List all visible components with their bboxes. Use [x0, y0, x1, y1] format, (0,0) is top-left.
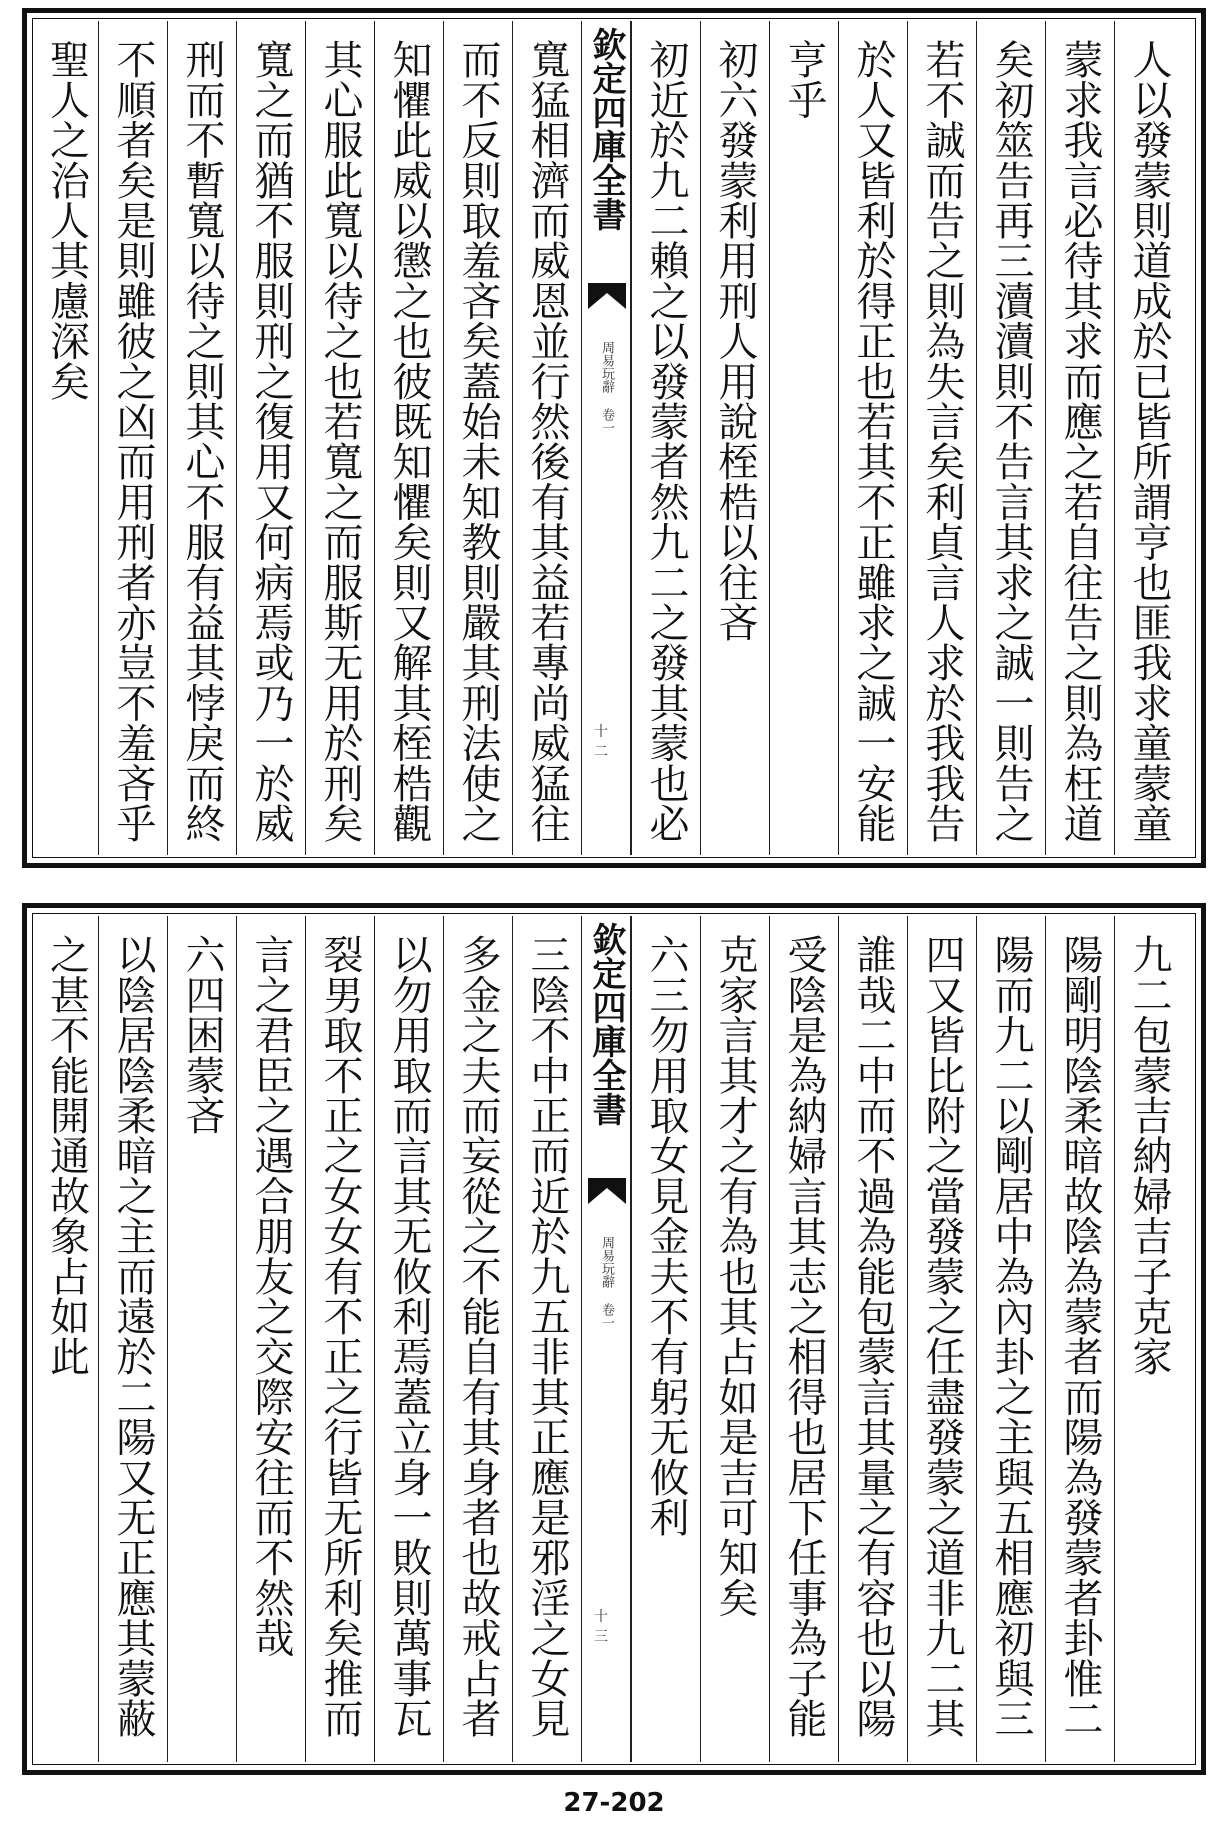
text-column: [1045, 916, 1114, 1762]
text-column: [98, 21, 167, 855]
column-text: 於人又皆利於得正也若其不正雖求之誠一安能: [850, 39, 896, 843]
bottom-page-panel: [22, 903, 1206, 1775]
column-text: 之甚不能開通故象占如此: [43, 934, 90, 1377]
column-text: 裂男取不正之女女有不正之行皆无所利矣推而: [317, 934, 363, 1738]
text-column: [98, 916, 167, 1762]
fishtail-mark-icon: [588, 1178, 626, 1204]
column-text: 聖人之治人其慮深矣: [43, 39, 90, 401]
column-text: 蒙求我言必待其求而應之若自往告之則為枉道: [1057, 39, 1103, 843]
text-column: [769, 21, 838, 855]
column-text: 四又皆比附之當發蒙之任盡發蒙之道非九二其: [919, 934, 965, 1738]
text-column: [305, 916, 374, 1762]
text-column: [1045, 21, 1114, 855]
text-column: [838, 21, 907, 855]
column-text: 若不誠而告之則為失言矣利貞言人求於我我告: [919, 39, 965, 843]
column-text: 以勿用取而言其无攸利焉蓋立身一敗則萬事瓦: [386, 934, 432, 1738]
column-text: 陽而九二以剛居中為內卦之主與五相應初與三: [988, 934, 1034, 1738]
text-column: [976, 21, 1045, 855]
center-margin: [581, 916, 631, 1762]
text-column: [35, 916, 98, 1762]
text-column: [305, 21, 374, 855]
text-column: [374, 916, 443, 1762]
column-text: 寬之而猶不服則刑之復用又何病焉或乃一於威: [248, 39, 294, 843]
column-text: 不順者矣是則雖彼之凶而用刑者亦豈不羞吝乎: [110, 39, 156, 843]
text-column: [236, 916, 305, 1762]
book-title: 欽定四庫全書: [586, 922, 626, 1126]
column-text: 亨乎: [781, 39, 827, 120]
volume-label: 周易玩辭 卷一: [599, 1236, 614, 1329]
volume-label: 周易玩辭 卷一: [599, 341, 614, 434]
text-column: [443, 21, 512, 855]
page-number: 27-202: [563, 1788, 665, 1818]
column-text: 受陰是為納婦言其志之相得也居下任事為子能: [781, 934, 827, 1738]
book-title: 欽定四庫全書: [586, 27, 626, 231]
column-text: 而不反則取羞吝矣蓋始未知教則嚴其刑法使之: [455, 39, 501, 843]
column-text: 多金之夫而妄從之不能自有其身者也故戒占者: [455, 934, 501, 1738]
text-column: [976, 916, 1045, 1762]
column-text: 三陰不中正而近於九五非其正應是邪淫之女見: [524, 934, 570, 1738]
fishtail-mark-icon: [588, 283, 626, 309]
text-column: [374, 21, 443, 855]
column-text: 言之君臣之遇合朋友之交際安往而不然哉: [248, 934, 294, 1658]
text-column: [907, 21, 976, 855]
top-page-panel: [22, 8, 1206, 868]
column-text: 其心服此寬以待之也若寬之而服斯无用於刑矣: [317, 39, 363, 843]
text-column: [1114, 21, 1183, 855]
text-column: [700, 21, 769, 855]
column-text: 刑而不暫寬以待之則其心不服有益其悖戾而終: [179, 39, 225, 843]
column-text: 陽剛明陰柔暗故陰為蒙者而陽為發蒙者卦惟二: [1057, 934, 1103, 1738]
text-column: [700, 916, 769, 1762]
text-column: [167, 21, 236, 855]
text-column: [443, 916, 512, 1762]
column-text: 六三勿用取女見金夫不有躬无攸利: [643, 934, 689, 1537]
text-column: [167, 916, 236, 1762]
bottom-columns: [35, 916, 1193, 1762]
column-text: 克家言其才之有為也其占如是吉可知矣: [712, 934, 758, 1618]
text-column: [769, 916, 838, 1762]
text-column: [512, 21, 581, 855]
text-column: [1114, 916, 1183, 1762]
column-text: 初六發蒙利用刑人用說桎梏以往吝: [712, 39, 758, 642]
center-margin: [581, 21, 631, 855]
text-column: [512, 916, 581, 1762]
column-text: 誰哉二中而不過為能包蒙言其量之有容也以陽: [850, 934, 896, 1738]
text-column: [631, 916, 700, 1762]
text-column: [907, 916, 976, 1762]
column-text: 初近於九二賴之以發蒙者然九二之發其蒙也必: [643, 39, 689, 843]
folio-number: 十三: [594, 1609, 608, 1645]
column-text: 以陰居陰柔暗之主而遠於二陽又无正應其蒙蔽: [110, 934, 156, 1738]
column-text: 六四困蒙吝: [179, 934, 225, 1135]
text-column: [838, 916, 907, 1762]
column-text: 矣初筮告再三瀆瀆則不告言其求之誠一則告之: [988, 39, 1034, 843]
text-column: [236, 21, 305, 855]
column-text: 知懼此威以懲之也彼既知懼矣則又解其桎梏觀: [386, 39, 432, 843]
text-column: [631, 21, 700, 855]
top-columns: [35, 21, 1193, 855]
folio-number: 十二: [594, 724, 608, 760]
text-column: [35, 21, 98, 855]
column-text: 寬猛相濟而威恩並行然後有其益若專尚威猛往: [524, 39, 570, 843]
column-text: 人以發蒙則道成於已皆所謂亨也匪我求童蒙童: [1126, 39, 1172, 843]
column-text: 九二包蒙吉納婦吉子克家: [1126, 934, 1172, 1377]
